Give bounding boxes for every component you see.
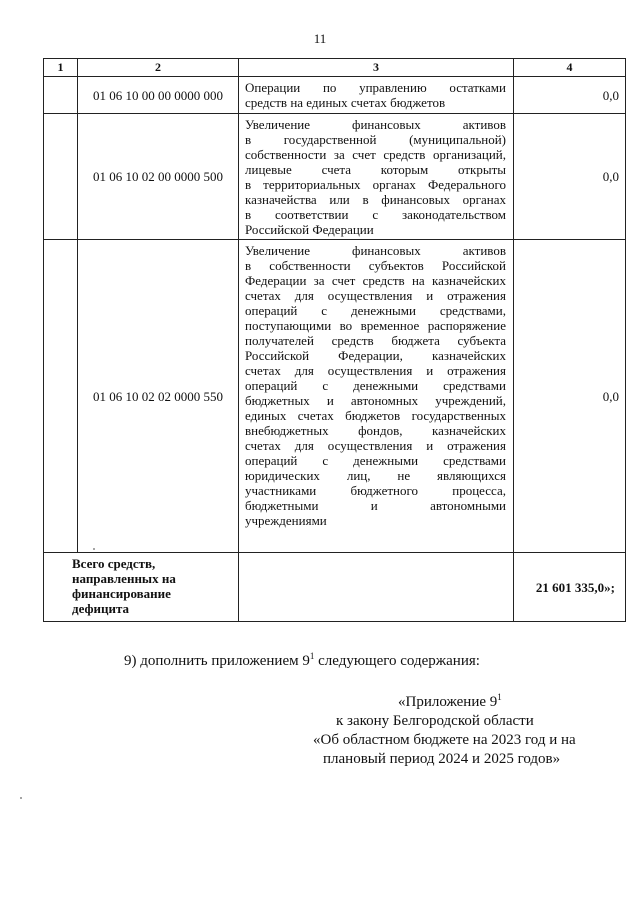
budget-table xyxy=(43,58,626,622)
header-col-2: 2 xyxy=(78,59,239,77)
header-col-3: 3 xyxy=(239,59,514,77)
scan-speck xyxy=(93,548,95,550)
description-line: Федерации за счет средств на казначейских xyxy=(245,273,506,288)
annex-line-2: к закону Белгородской области xyxy=(336,713,534,729)
description-line: в собственности субъектов Российской xyxy=(245,258,506,273)
row-index-cell xyxy=(44,114,78,240)
header-col-4: 4 xyxy=(514,59,626,77)
total-value: 21 601 335,0»; xyxy=(514,553,626,622)
description-line: участниками бюджетного процесса, xyxy=(245,483,506,498)
description-line: учреждениями xyxy=(245,513,327,528)
budget-description xyxy=(239,240,514,553)
row-index-cell xyxy=(44,77,78,114)
paragraph-text: 9) дополнить приложением 9 xyxy=(124,653,310,669)
description-line: поступающими во временное распоряжение xyxy=(245,318,506,333)
budget-description xyxy=(239,77,514,114)
annex-title: «Приложение 9 xyxy=(398,694,498,710)
budget-code: 01 06 10 00 00 0000 000 xyxy=(78,77,239,114)
paragraph-superscript: 1 xyxy=(309,651,315,661)
budget-code: 01 06 10 02 00 0000 500 xyxy=(78,114,239,240)
annex-superscript: 1 xyxy=(497,692,502,702)
description-line: лицевые счета которым открыты xyxy=(245,162,506,177)
description-line: собственности за счет средств организаций, xyxy=(245,147,506,162)
description-line: средств на единых счетах бюджетов xyxy=(245,95,446,110)
budget-description xyxy=(239,114,514,240)
description-line: казначейства или в финансовых органах xyxy=(245,192,506,207)
amount-value: 0,0 xyxy=(514,240,626,553)
description-line: Увеличение финансовых активов xyxy=(245,243,506,258)
description-line: в территориальных органах Федерального xyxy=(245,177,506,192)
description-line: единых счетах бюджетов государственных xyxy=(245,408,506,423)
amount-value: 0,0 xyxy=(514,114,626,240)
annex-line-3: «Об областном бюджете на 2023 год и на xyxy=(313,732,576,748)
description-line: операций с денежными средствами xyxy=(245,378,506,393)
annex-line-4: плановый период 2024 и 2025 годов» xyxy=(323,751,561,767)
amount-value: 0,0 xyxy=(514,77,626,114)
total-label xyxy=(44,553,239,622)
table-row xyxy=(44,240,626,553)
total-desc-cell xyxy=(239,553,514,622)
description-line: в государственной (муниципальной) xyxy=(245,132,506,147)
description-line: бюджетных и автономных учреждений, xyxy=(245,393,506,408)
annex-line-1 xyxy=(0,688,640,712)
page-number: 11 xyxy=(313,31,327,46)
description-line: Увеличение финансовых активов xyxy=(245,117,506,132)
header-col-1: 1 xyxy=(44,59,78,77)
annex-heading xyxy=(0,688,640,769)
total-label-line: дефицита xyxy=(72,601,130,616)
description-line: операций с денежными средствами, xyxy=(245,303,506,318)
description-line: Российской Федерации, казначейских xyxy=(245,348,506,363)
description-line: операций с денежными средствами xyxy=(245,453,506,468)
description-line: внебюджетных фондов, казначейских xyxy=(245,423,506,438)
description-line: бюджетными и автономными xyxy=(245,498,506,513)
total-row xyxy=(44,553,626,622)
total-label-line: финансирование xyxy=(72,586,171,601)
description-line: счетах для осуществления и отражения xyxy=(245,288,506,303)
description-line: счетах для осуществления и отражения xyxy=(245,438,506,453)
total-label-line: направленных на xyxy=(72,571,176,586)
table-row xyxy=(44,77,626,114)
row-index-cell xyxy=(44,240,78,553)
paragraph-text-after: следующего содержания: xyxy=(314,653,480,669)
table-header-row xyxy=(44,59,626,77)
budget-code: 01 06 10 02 02 0000 550 xyxy=(78,240,239,553)
description-line: юридических лиц, не являющихся xyxy=(245,468,506,483)
description-line: Операции по управлению остатками xyxy=(245,80,506,95)
scan-speck xyxy=(20,797,22,799)
amendment-paragraph xyxy=(124,651,480,670)
description-line: в соответствии с законодательством xyxy=(245,207,506,222)
total-label-line: Всего средств, xyxy=(72,556,156,571)
table-row xyxy=(44,114,626,240)
description-line: счетах для осуществления и отражения xyxy=(245,363,506,378)
description-line: получателей средств бюджета субъекта xyxy=(245,333,506,348)
description-line: Российской Федерации xyxy=(245,222,374,237)
